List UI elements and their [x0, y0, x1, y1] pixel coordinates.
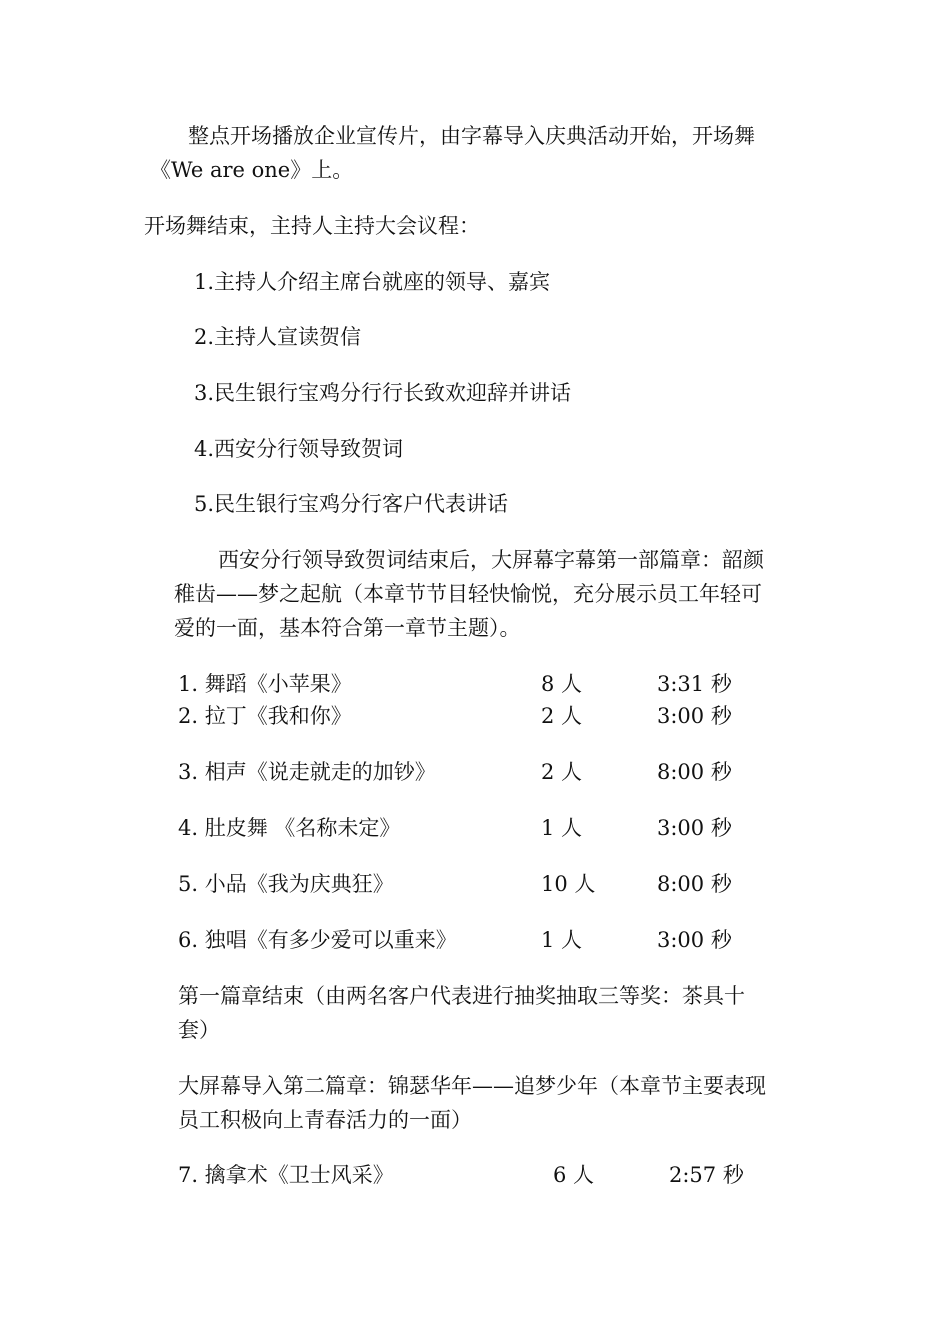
- program-people: 8 人: [541, 672, 583, 696]
- intro-line-2: 《We are one》上。: [150, 158, 354, 182]
- chapter1-line-2: 稚齿——梦之起航（本章节节目轻快愉悦，充分展示员工年轻可: [174, 582, 762, 606]
- intro-line-1: 整点开场播放企业宣传片，由字幕导入庆典活动开始，开场舞: [188, 124, 755, 148]
- chapter1-end-line-2: 套）: [178, 1018, 220, 1042]
- program-duration: 3:00 秒: [657, 928, 732, 952]
- program-name: 2. 拉丁《我和你》: [178, 704, 352, 728]
- program-people: 1 人: [541, 816, 583, 840]
- program-row: [0, 706, 950, 730]
- program-duration: 3:00 秒: [657, 816, 732, 840]
- agenda-heading: 开场舞结束，主持人主持大会议程：: [144, 214, 480, 238]
- program-people: 2 人: [541, 760, 583, 784]
- program-row: [0, 762, 950, 786]
- agenda-item: 3.民生银行宝鸡分行行长致欢迎辞并讲话: [194, 381, 572, 405]
- program-name: 1. 舞蹈《小苹果》: [178, 672, 352, 696]
- chapter2-line-1: 大屏幕导入第二篇章：锦瑟华年——追梦少年（本章节主要表现: [178, 1074, 766, 1098]
- program-people: 1 人: [541, 928, 583, 952]
- chapter1-line-3: 爱的一面，基本符合第一章节主题）。: [174, 616, 521, 640]
- program-people: 2 人: [541, 704, 583, 728]
- chapter2-line-2: 员工积极向上青春活力的一面）: [178, 1108, 472, 1132]
- chapter1-end-line-1: 第一篇章结束（由两名客户代表进行抽奖抽取三等奖：茶具十: [178, 984, 745, 1008]
- program-people: 6 人: [553, 1163, 595, 1187]
- program-row: [0, 674, 950, 698]
- program-name: 3. 相声《说走就走的加钞》: [178, 760, 436, 784]
- agenda-item: 5.民生银行宝鸡分行客户代表讲话: [194, 492, 509, 516]
- program-row: [0, 1165, 950, 1189]
- program-people: 10 人: [541, 872, 596, 896]
- chapter1-line-1: 西安分行领导致贺词结束后，大屏幕字幕第一部篇章：韶颜: [218, 548, 764, 572]
- program-duration: 8:00 秒: [657, 760, 732, 784]
- program-name: 4. 肚皮舞 《名称未定》: [178, 816, 401, 840]
- program-duration: 8:00 秒: [657, 872, 732, 896]
- program-duration: 2:57 秒: [669, 1163, 744, 1187]
- agenda-item: 4.西安分行领导致贺词: [194, 437, 404, 461]
- program-name: 7. 擒拿术《卫士风采》: [178, 1163, 394, 1187]
- program-duration: 3:31 秒: [657, 672, 732, 696]
- agenda-item: 1.主持人介绍主席台就座的领导、嘉宾: [194, 270, 551, 294]
- agenda-item: 2.主持人宣读贺信: [194, 325, 362, 349]
- program-name: 5. 小品《我为庆典狂》: [178, 872, 394, 896]
- program-row: [0, 874, 950, 898]
- program-duration: 3:00 秒: [657, 704, 732, 728]
- program-row: [0, 818, 950, 842]
- program-row: [0, 930, 950, 954]
- program-name: 6. 独唱《有多少爱可以重来》: [178, 928, 457, 952]
